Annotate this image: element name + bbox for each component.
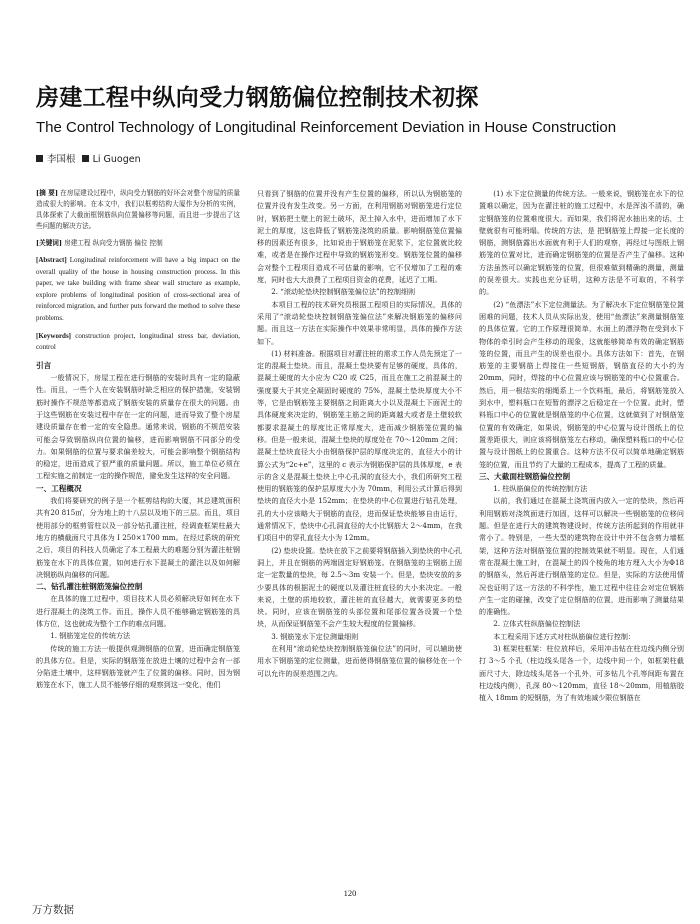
section-3-1-paragraph: 以前，我们通过在混凝土浇筑面内放入一定的垫块，然后再利用钢筋对浇筑面进行加固，这样可以解决一些钢筋笼的位移问题。但是在进行大的建筑物建设时，传统方法所起到的作用就非常小了。特别是，一些大型的建筑物在设计中并不包含剪力墙框架，这种方法对钢筋笼位置的控制效果就不明显。现在，人们通常在混凝土施工时，在混凝土的四个棱角的地方埋入大小为Φ18的钢筋头，然后再进行钢筋笼的定位。但是，实际的方法使用情况也证明了这一方法的不科学性，施工过程中往往会对定位钢筋产生一定的碰撞，改变了定位钢筋的位置，进而影响了测量结果的准确性。: [479, 496, 684, 617]
page-number: 120: [343, 888, 357, 898]
section-2-1-paragraph: 传统的施工方法一般提供观测钢筋的位置，进而确定钢筋笼的具体方位。但是，实际的钢筋笼在放进土壤的过程中会有一部分陷进土壤中，这样钢筋笼就产生了位置的偏移。同时，因为钢筋笼在水下，施工人员不能够仔细的观察到这一变化，他们: [36, 643, 240, 690]
abstract-en: [36, 255, 240, 325]
section-3-heading: 三、大截面柱钢筋偏位控制: [479, 471, 571, 481]
publisher-watermark: 万方数据: [32, 904, 74, 916]
column-2: [257, 188, 462, 680]
col2-paragraph-3: (1) 材料准备。根据项目对灌注桩的需求工作人员先预定了一定的混凝土垫块。而且，混凝土垫块要有足够的硬度，具体的，混凝土硬度的大小应为 C20 或 C25，而且在施工之前混凝土的强度要大于其完全凝固时硬度的 75%，混凝土垫块厚度大小不等，它是由钢筋笼主要钢筋之间距离大小以及混凝土下面泥土的具体硬度来决定的，钢筋笼主筋之间的距离越大或者是土壁较软都要求混凝土的厚度比正常厚度大，进而减少钢筋笼位置的偏移。但是一般来说，混凝土垫块的厚度处在 70～120mm 之间；混凝土垫块直径大小由钢筋保护层的厚度决定的，直径大小的计算公式为“2c+e”，这里的 c 表示为钢筋保护层的具体厚度，e 表示的含义是混凝土垫块上中心孔洞的直径大小，我们所研究工程使用的钢筋笼的保护层厚度大小为 70mm，利用公式计算后得到垫块的直径大小是 152mm；在垫块的中心位置进行钻孔处理，孔的大小应该略大于钢筋的直径，进而保证垫块能够自由运行，通常情况下，垫块中心孔洞直径的大小比钢筋大 2～4mm，在我们项目中的穿孔直径大小为 12mm。: [257, 348, 462, 543]
keywords-en-text: construction project, longitudinal stress bar, deviation, control: [36, 331, 241, 352]
section-2-1-heading: 1. 钢筋笼定位的传统方法: [50, 631, 131, 641]
col2-paragraph-4: (2) 垫块设置。垫块在放下之前要将钢筋插入到垫块的中心孔洞上，并且在钢筋的两端固定好钢筋笼。在钢筋笼的主钢筋上固定一定数量的垫块，每 2.5～3m 安装一个。但是，垫块安放的多少要具体的根据泥土的硬度以及灌注桩直径的大小来决定。一般来说，土壁的质地较软，灌注桩的直径越大，就需要更多的垫块。同时，应该在钢筋笼的头部位置和尾部位置各设置一个垫块，从而保证钢筋笼不会产生较大程度的位置偏移。: [257, 545, 462, 629]
col2-paragraph-5: 在利用“滚动轮垫块控制钢筋笼偏位法”的同时，可以辅助使用水下钢筋笼的定位测量，进而使得钢筋笼位置的偏移处在一个可以允许的误差范围之内。: [257, 643, 462, 678]
abstract-en-label: [Abstract]: [36, 256, 67, 264]
abstract-en-text: Longitudinal reinforcement will have a big impact on the overall quality of the house in housing construction process. In this paper, we take building with frame shear wall structure as example, explore problems of longitudinal position of cross-sectional area of reinforced migration, and further puts forward the method to solve these problems.: [36, 256, 240, 322]
intro-heading: 引言: [36, 360, 52, 370]
intro-paragraph: 一般情况下，房屋工程在进行钢筋的安装时具有一定的隐蔽性。而且，一些个人在安装钢筋时缺乏相应的保护措施，安装钢筋时操作不规范等都造成了钢筋安装的质量存在很大的问题。由于这些钢筋在安装过程中存在一定的问题，进而导致了整个房屋建设质量存在着一定的安全隐患。通常来说，钢筋的不规范安装可能会导致钢筋纵向位置的偏移，进而影响钢筋不同部分的受力。如果钢筋的位置与要求偏差较大，可能会影响整个钢筋结构的稳定，进而造成了很严重的质量问题。所以，施工单位必须在工程实施之前制定一定的操作规范，避免发生这样的安全问题。: [36, 373, 240, 481]
author-cn: 李国根: [47, 154, 76, 165]
paper-title-en: The Control Technology of Longitudinal Reinforcement Deviation in House Construction: [36, 119, 617, 136]
abstract-text: 在房屋建设过程中，纵向受力钢筋的好坏会对整个房屋的质量造成很大的影响。在本文中，我们以框剪结构大厦作为分析的实例，具体探索了大截面框钢筋纵向位置偏移等问题，而且进一步提出了这些问题的解决方法。: [36, 189, 240, 230]
col3-paragraph-2: (2) “鱼漂法”水下定位测量法。为了解决水下定位钢筋笼位置困难的问题，技术人员从实际出发，使用“鱼漂法”来测量钢筋笼的具体位置。它的工作原理很简单，水面上的漂浮物在受到水下物体的牵引时会产生移动的现象，这就能够简单有效的确定钢筋笼的位置，而且产生的误差也很小。具体方法如下：首先，在钢筋笼的主要钢筋上焊接住一些短钢筋，钢筋直径的大小约为 20mm，同时，焊接的中心位置应该与钢筋笼的中心位置重合。然后，用一根结实的细绳系上一个饮料瓶，最后，将钢筋笼放入到水中，塑料瓶口在短暂的漂浮之后稳定在一个位置。此时，塑料瓶口中心的位置就是钢筋笼的中心位置，这就做到了对钢筋笼位置的有效确定，如果说，钢筋笼的中心位置与设计图纸上的位置差距很大，则应该将钢筋笼左右移动，确保塑料瓶口的中心位置与设计图纸上的位置重合。这种方法不仅可以简单地确定钢筋笼的位置，而且节约了大量的工程成本，提高了工程的质量。: [479, 299, 684, 469]
author-en: Li Guogen: [92, 154, 141, 165]
column-3: [479, 188, 684, 704]
section-2-3-heading: 3. 钢筋笼水下定位测量细则: [271, 631, 359, 641]
section-1-heading: 一、工程概况: [36, 483, 82, 493]
keywords-cn: [36, 238, 240, 249]
paper-title-cn: 房建工程中纵向受力钢筋偏位控制技术初探: [36, 85, 479, 111]
section-2-paragraph: 在具体的施工过程中，项目技术人员必须解决好如何在水下进行混凝土的浇筑工作。而且，操作人员不能够确定钢筋笼的具体方位，这也就成为整个工作的难点问题。: [36, 594, 240, 628]
square-bullet-icon: [82, 155, 89, 162]
author-line: [36, 153, 141, 167]
section-3-2-heading: 2. 立体式柱纵筋偏位控制法: [493, 619, 581, 629]
column-1: [36, 188, 240, 692]
square-bullet-icon: [36, 155, 43, 162]
col2-paragraph-2: 本项目工程的技术研究员根据工程项目的实际情况，具体的采用了“滚动轮垫块控制钢筋笼偏位法”来解决钢筋笼的偏移问题。而且这一方法在实际操作中效果非常明显，具体的操作方法如下。: [257, 299, 462, 346]
section-3-1-heading: 1. 柱纵筋偏位的传统控制方法: [493, 484, 588, 494]
keywords-text: 房建工程 纵向受力钢筋 偏位 控制: [64, 239, 163, 247]
keywords-en: [36, 331, 240, 354]
section-2-2-heading: 2. “滚动轮垫块控制钢筋笼偏位法”的控制细则: [271, 287, 416, 297]
keywords-en-label: [Keywords]: [36, 331, 71, 340]
section-1-paragraph: 我们将要研究的例子是一个框剪结构的大厦，其总建筑面积共有20 815㎡，分为地上的十八层以及地下的三层。而且，项目使用部分的框剪管柱以及一部分钻孔灌注桩，经调查框架柱最大地方的横截面尺寸具体为 I 250×1700 mm。在经过系统的研究之后，项目的科技人员确定了本工程最大的难题分别为灌注桩钢筋笼在水下的具体位置，如何进行水下混凝土的灌注以及如何解决钢筋纵向偏移的问题。: [36, 496, 240, 579]
col3-paragraph-1: (1) 水下定位测量的传统方法。一般来说，钢筋笼在水下的位置难以确定，因为在灌注桩的施工过程中，水是浑浊不清的，确定钢筋笼的位置难度很大。而如果，我们将泥水抽出来的话，土壁就很有可能坍塌。传统的方法，是 把钢筋笼上焊接一定长度的钢筋，测钢筋露出水面就有利于人们的观察，再经过与图纸上钢筋笼的位置对比，进而确定钢筋笼的位置是否产生了偏移。这种方法虽然可以确定钢筋笼的位置，但很难做到精确的测量，测量的误差很大。实践也充分证明，这种方法是不可取的，不科学的。: [479, 189, 684, 297]
section-3-2-paragraph-1: 本工程采用下述方式对柱纵筋偏位进行控制：: [493, 631, 636, 641]
abstract-label: [摘 要]: [36, 189, 58, 197]
section-2-heading: 二、钻孔灌注桩钢筋笼偏位控制: [36, 582, 143, 592]
abstract-cn: [36, 188, 240, 232]
section-3-2-paragraph-2: 3) 框架柱框架：柱位放样后，采用冲击钻在柱边线内侧分别打 3～5 个孔（柱边线头尾各一个，边线中间一个，如框架柱截面尺寸大，除边线头尾各一个孔外，可多钻几个孔等间距布置在柱边线内侧），孔深 80～120mm，直径 18～20mm，用植筋胶植入 18mm 的短钢筋，为了有效地减少限位钢筋在: [479, 643, 684, 703]
keywords-label: [关键词]: [36, 239, 63, 247]
col2-paragraph-1: 只看到了钢筋的位置并没有产生位置的偏移，所以认为钢筋笼的位置并没有发生改变。另一方面，在利用钢筋对钢筋笼进行定位时，钢筋把土壁上的泥土破坏，泥土掉入水中，进而增加了水下泥土的厚度，这也降低了钢筋笼浇筑的质量。影响钢筋笼位置偏移的因素还有很多，比如说由于钢筋笼在泥浆下，定位置就比较难，或者是在操作过程中导致的钢筋笼形变。钢筋笼位置的偏移会对整个工程项目造成不可估量的影响，它不仅增加了工程的难度，同时也大大浪费了工程项目资金的花费，延迟了工期。: [257, 189, 462, 285]
